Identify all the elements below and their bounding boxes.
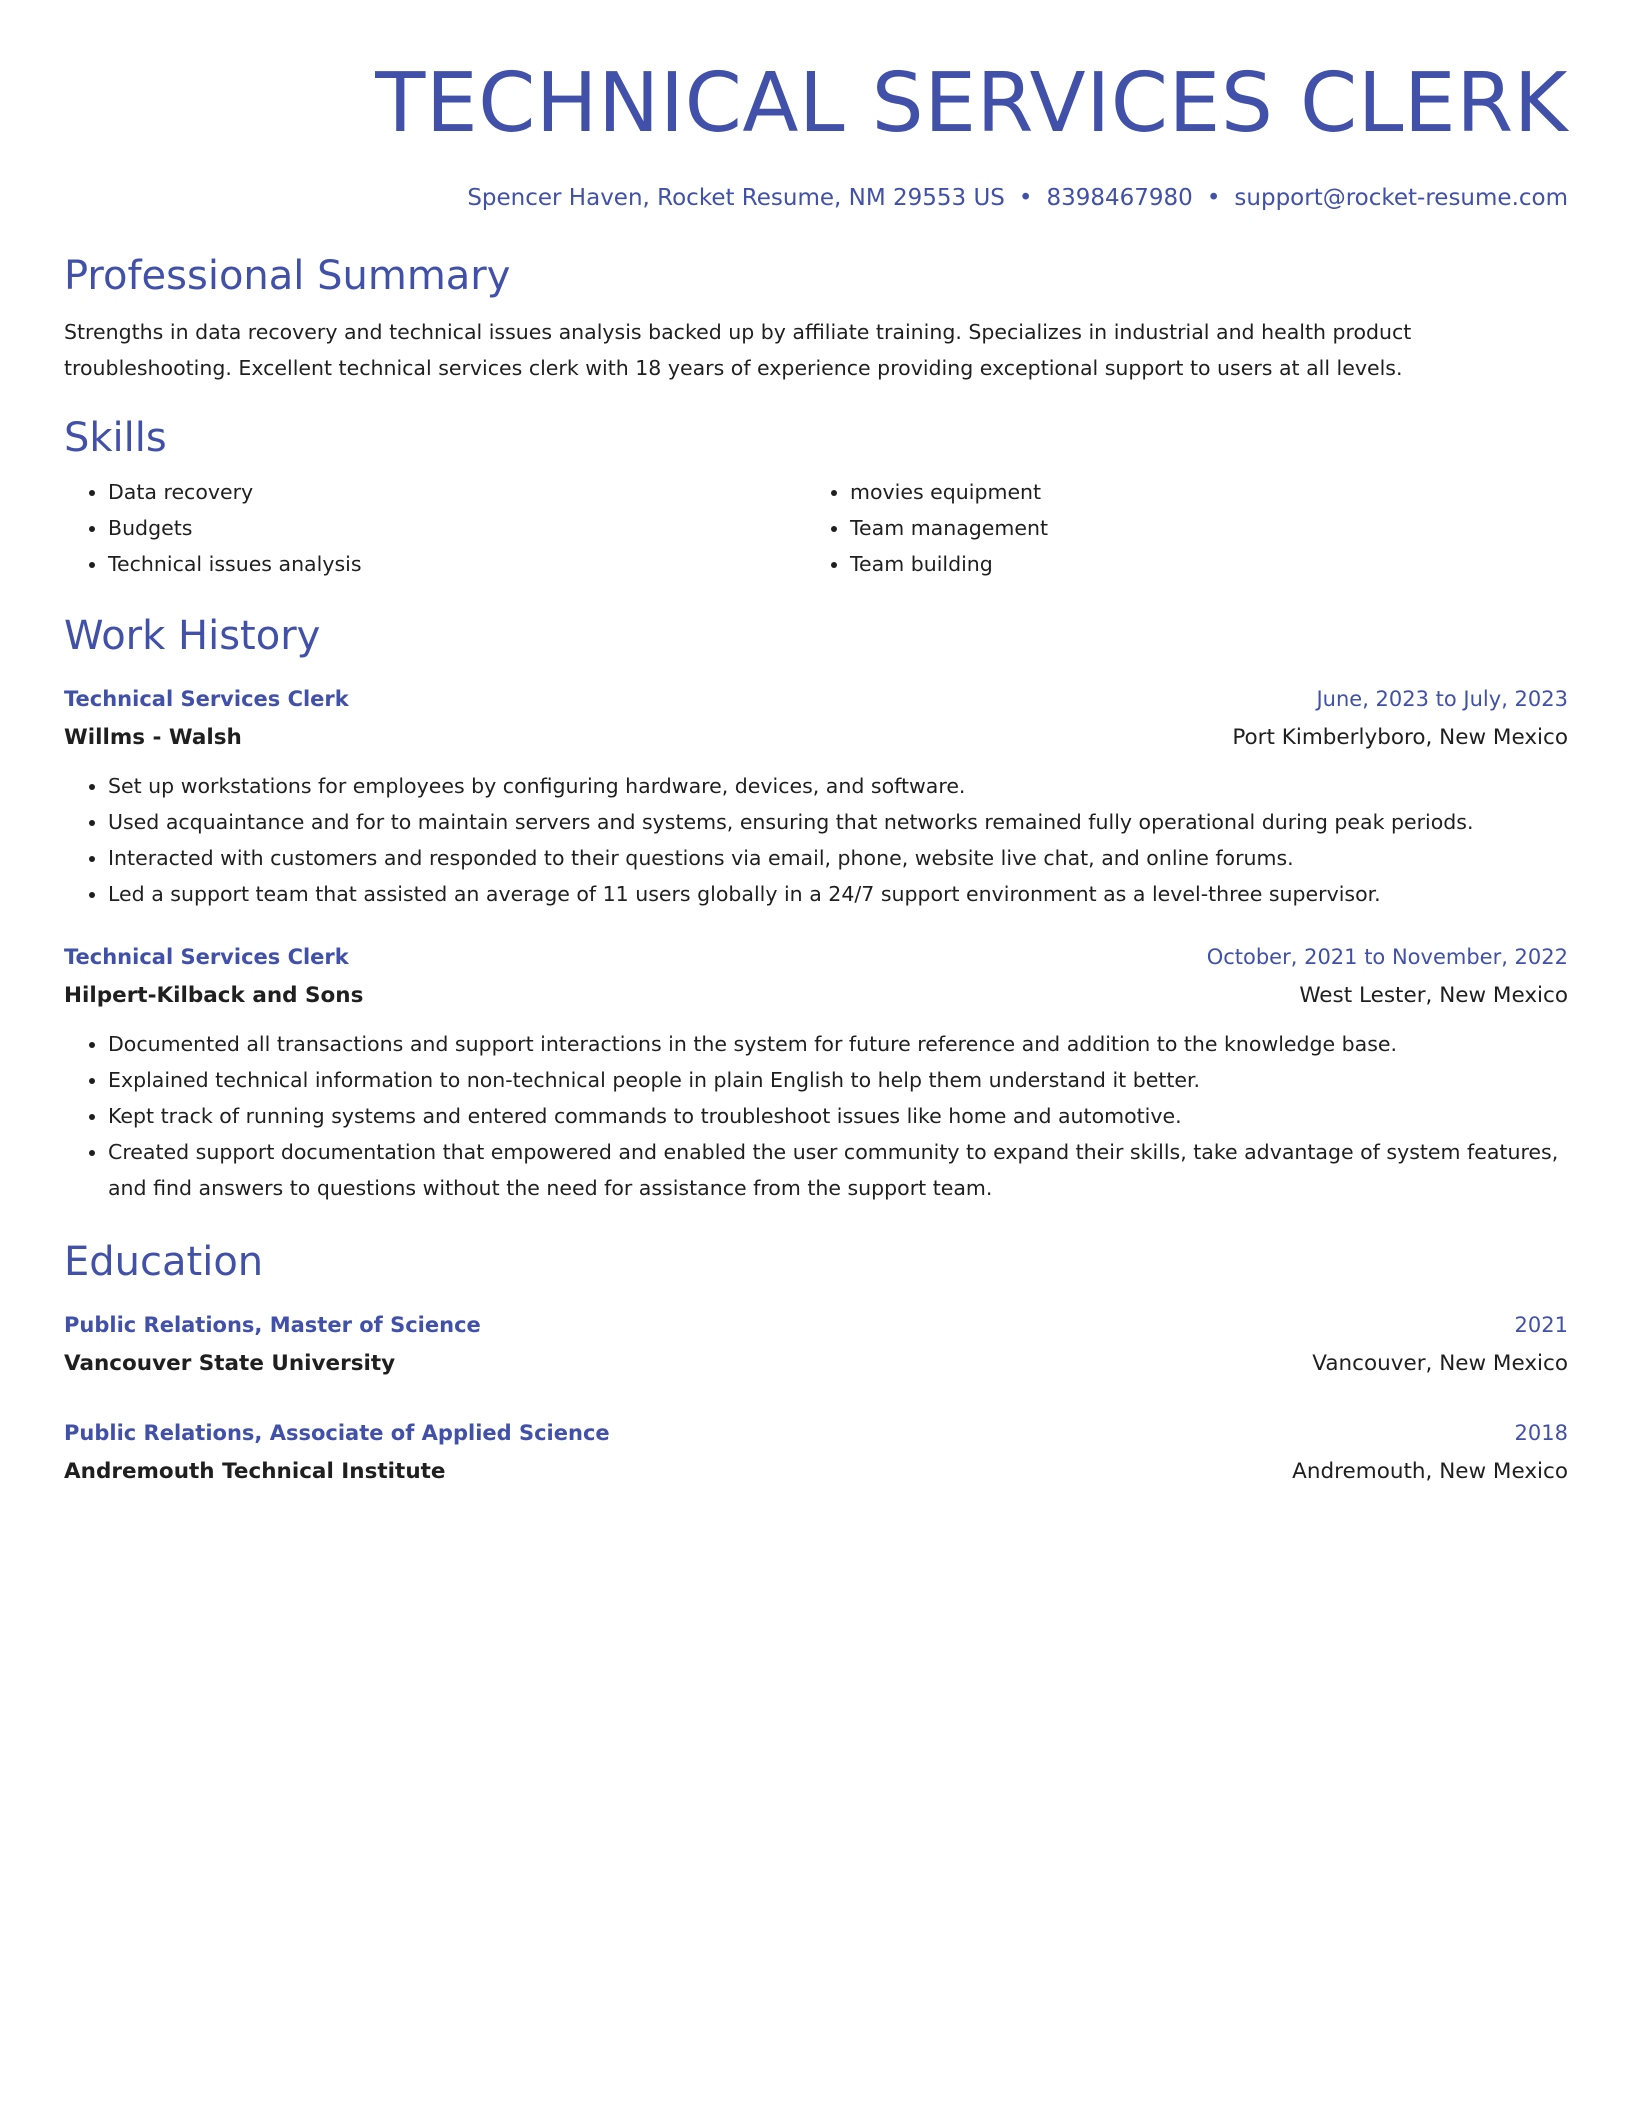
skill-item: • Budgets (108, 510, 806, 546)
skills-column-left (64, 474, 806, 582)
job-bullets (64, 1026, 1568, 1206)
job-location: Port Kimberlyboro, New Mexico (1232, 725, 1568, 750)
contact-address: Spencer Haven, Rocket Resume, NM 29553 US (467, 185, 1005, 211)
job-bullet: • Explained technical information to non-technical people in plain English to help them understand it better. (108, 1062, 1568, 1098)
job-title-row (64, 938, 1568, 976)
contact-separator: • (1206, 185, 1221, 211)
contact-line (64, 182, 1568, 214)
job-bullet: • Set up workstations for employees by configuring hardware, devices, and software. (108, 768, 1568, 804)
contact-separator: • (1018, 185, 1033, 211)
contact-phone: 8398467980 (1046, 185, 1193, 211)
skill-item: • Team management (850, 510, 1548, 546)
job-dates: October, 2021 to November, 2022 (1206, 945, 1568, 969)
education-school: Vancouver State University (64, 1351, 396, 1376)
skills-column-right (806, 474, 1548, 582)
job-bullet: • Led a support team that assisted an average of 11 users globally in a 24/7 support environment as a level-three supervisor. (108, 876, 1568, 912)
skill-item: • movies equipment (850, 474, 1548, 510)
job-bullet: • Created support documentation that empowered and enabled the user community to expand their skills, take advantage of system features, and find answers to questions without the need for assistance from the support team. (108, 1134, 1568, 1206)
education-entry (64, 1306, 1568, 1384)
job-company-row (64, 976, 1568, 1016)
job-company-row (64, 718, 1568, 758)
job-bullet: • Used acquaintance and for to maintain servers and systems, ensuring that networks remained fully operational during peak periods. (108, 804, 1568, 840)
skill-item: • Team building (850, 546, 1548, 582)
job-bullet: • Kept track of running systems and entered commands to troubleshoot issues like home and automotive. (108, 1098, 1568, 1134)
job-location: West Lester, New Mexico (1299, 983, 1568, 1008)
education-year: 2021 (1514, 1313, 1568, 1337)
contact-email[interactable]: support@rocket-resume.com (1234, 185, 1568, 211)
education-degree: Public Relations, Associate of Applied Science (64, 1421, 610, 1445)
job-dates: June, 2023 to July, 2023 (1316, 687, 1568, 711)
education-school-row (64, 1452, 1568, 1492)
skill-item: • Technical issues analysis (108, 546, 806, 582)
education-school: Andremouth Technical Institute (64, 1459, 446, 1484)
job-company: Hilpert-Kilback and Sons (64, 983, 364, 1008)
job-entry (64, 680, 1568, 912)
education-degree: Public Relations, Master of Science (64, 1313, 481, 1337)
skill-item: • Data recovery (108, 474, 806, 510)
resume-title: TECHNICAL SERVICES CLERK (375, 56, 1568, 151)
education-heading: Education (64, 1239, 264, 1285)
resume-page (64, 0, 1568, 1492)
education-school-row (64, 1344, 1568, 1384)
job-bullet: • Interacted with customers and responded to their questions via email, phone, website live chat, and online forums. (108, 840, 1568, 876)
education-location: Vancouver, New Mexico (1312, 1351, 1568, 1376)
summary-text: Strengths in data recovery and technical issues analysis backed up by affiliate training. Specializes in industrial and health product troubleshooting. Excellent technical services clerk with 18 years of experience providing exceptional support to users at all levels. (64, 320, 1412, 380)
job-company: Willms - Walsh (64, 725, 242, 750)
job-bullet: • Documented all transactions and support interactions in the system for future reference and addition to the knowledge base. (108, 1026, 1568, 1062)
job-entry (64, 938, 1568, 1206)
education-degree-row (64, 1414, 1568, 1452)
education-degree-row (64, 1306, 1568, 1344)
education-location: Andremouth, New Mexico (1292, 1459, 1568, 1484)
job-title: Technical Services Clerk (64, 687, 349, 711)
job-title-row (64, 680, 1568, 718)
job-title: Technical Services Clerk (64, 945, 349, 969)
job-bullets (64, 768, 1568, 912)
education-year: 2018 (1514, 1421, 1568, 1445)
education-entry (64, 1414, 1568, 1492)
work-history-heading: Work History (64, 613, 321, 659)
summary-heading: Professional Summary (64, 253, 511, 299)
skills-heading: Skills (64, 415, 167, 461)
skills-list (64, 474, 1568, 582)
